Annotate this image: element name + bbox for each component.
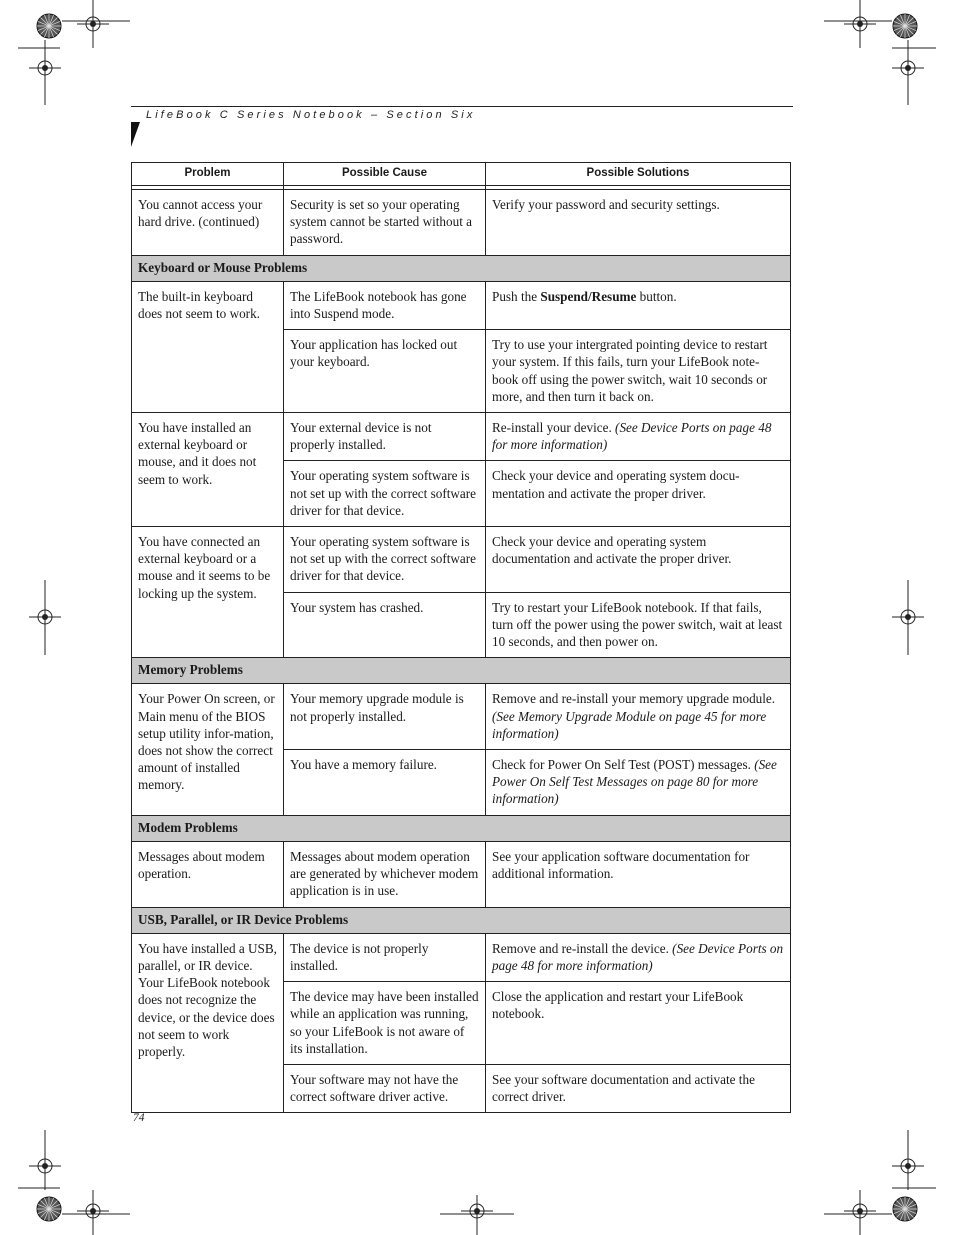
solution-cell	[486, 933, 791, 981]
crosshair-mark-top-right-b	[892, 52, 924, 84]
cause-cell: The LifeBook notebook has gone into Suspend mode.	[284, 281, 486, 329]
crosshair-mark-bottom-right-b	[844, 1195, 876, 1227]
solution-text: Remove and re-install the device.	[492, 940, 673, 956]
solution-text: Check for Power On Self Test (POST) messages.	[492, 757, 755, 773]
table-row	[132, 281, 791, 329]
troubleshooting-table	[131, 162, 791, 1113]
cause-cell: The device is not properly installed.	[284, 933, 486, 981]
section-row-memory	[132, 658, 791, 684]
section-row-keyboard	[132, 255, 791, 281]
starburst-mark-bottom-right	[893, 1197, 917, 1221]
problem-cell: You have connected an external keyboard or a mouse and it seems to be locking up the system.	[132, 527, 284, 658]
section-title-modem: Modem Problems	[132, 815, 791, 841]
solution-text: button.	[636, 288, 677, 304]
running-header-title: LifeBook C Series Notebook – Section Six	[146, 109, 476, 121]
starburst-mark-top-left	[37, 14, 61, 38]
crosshair-mark-top-left-b	[29, 52, 61, 84]
page-reference: (See Power On Self Test Messages on page 80 for more information)	[492, 757, 777, 807]
solution-cell: See your application software documentation for additional information.	[486, 841, 791, 907]
solution-cell	[486, 413, 791, 461]
solution-cell	[486, 684, 791, 750]
header-wedge-marker	[131, 106, 141, 147]
cause-cell: Messages about modem operation are generated by whichever modem application is in use.	[284, 841, 486, 907]
solution-cell: Try to restart your LifeBook notebook. If that fails, turn off the power using the power switch, wait at least 10 seconds, and then power on.	[486, 592, 791, 658]
problem-cell: Messages about modem operation.	[132, 841, 284, 907]
crosshair-mark-top-left-a	[77, 8, 109, 40]
header-rule	[131, 106, 793, 107]
page-reference: (See Device Ports on page 48 for more information)	[492, 940, 784, 973]
solution-text: Remove and re-install your memory upgrade module.	[492, 691, 776, 707]
table-row	[132, 527, 791, 593]
cause-cell: Your operating system software is not set up with the correct software driver for that device.	[284, 461, 486, 527]
section-row-usb	[132, 907, 791, 933]
cause-cell: Your software may not have the correct software driver active.	[284, 1064, 486, 1112]
table-row	[132, 841, 791, 907]
problem-cell: Your Power On screen, or Main menu of the BIOS setup utility infor-mation, does not show the correct amount of installed memory.	[132, 684, 284, 815]
solution-cell: Try to use your intergrated pointing device to restart your system. If this fails, turn your LifeBook note-book off using the power switch, wait 10 seconds or more, and then turn it back on.	[486, 330, 791, 413]
crosshair-mark-mid-right	[892, 601, 924, 633]
cause-cell: Your memory upgrade module is not properly installed.	[284, 684, 486, 750]
table-row	[132, 413, 791, 461]
suspend-resume-button-label: Suspend/Resume	[540, 288, 637, 304]
cause-cell: The device may have been installed while an application was running, so your LifeBook is not aware of its installation.	[284, 982, 486, 1065]
page-reference: (See Memory Upgrade Module on page 45 for more information)	[492, 708, 767, 741]
section-row-modem	[132, 815, 791, 841]
cause-cell: Your external device is not properly installed.	[284, 413, 486, 461]
problem-cell: You cannot access your hard drive. (continued)	[132, 190, 284, 256]
solution-cell	[486, 750, 791, 816]
solution-cell	[486, 281, 791, 329]
column-header-problem: Problem	[132, 163, 284, 186]
starburst-mark-bottom-left	[37, 1197, 61, 1221]
cause-cell: Your operating system software is not set up with the correct software driver for that device.	[284, 527, 486, 593]
solution-cell: Verify your password and security settings.	[486, 190, 791, 256]
crosshair-mark-bottom-right-a	[892, 1150, 924, 1182]
solution-cell: Close the application and restart your LifeBook notebook.	[486, 982, 791, 1065]
column-header-cause: Possible Cause	[284, 163, 486, 186]
starburst-mark-top-right	[893, 14, 917, 38]
cause-cell: Security is set so your operating system cannot be started without a password.	[284, 190, 486, 256]
cause-cell: You have a memory failure.	[284, 750, 486, 816]
table-row	[132, 684, 791, 750]
crosshair-mark-top-right-a	[844, 8, 876, 40]
problem-cell: The built-in keyboard does not seem to work.	[132, 281, 284, 412]
table-row	[132, 933, 791, 981]
solution-text: Re-install your device.	[492, 420, 616, 436]
crosshair-mark-bottom-left-a	[29, 1150, 61, 1182]
solution-cell: Check your device and operating system documentation and activate the proper driver.	[486, 527, 791, 593]
problem-cell: You have installed an external keyboard or mouse, and it does not seem to work.	[132, 413, 284, 527]
solution-cell: Check your device and operating system docu-mentation and activate the proper driver.	[486, 461, 791, 527]
solution-cell: See your software documentation and activate the correct driver.	[486, 1064, 791, 1112]
table-row	[132, 190, 791, 256]
problem-cell: You have installed a USB, parallel, or IR device. Your LifeBook notebook does not recognize the device, or the device does not seem to work properly.	[132, 933, 284, 1113]
crosshair-mark-bottom-center	[461, 1195, 493, 1227]
cause-cell: Your application has locked out your keyboard.	[284, 330, 486, 413]
crosshair-mark-bottom-left-b	[77, 1195, 109, 1227]
page-reference: (See Device Ports on page 48 for more information)	[492, 420, 772, 453]
crosshair-mark-mid-left	[29, 601, 61, 633]
cause-cell: Your system has crashed.	[284, 592, 486, 658]
section-title-keyboard: Keyboard or Mouse Problems	[132, 255, 791, 281]
solution-text: Push the	[492, 288, 541, 304]
page-number: 74	[133, 1112, 145, 1124]
section-title-memory: Memory Problems	[132, 658, 791, 684]
table-header-row	[132, 163, 791, 186]
column-header-solutions: Possible Solutions	[486, 163, 791, 186]
section-title-usb: USB, Parallel, or IR Device Problems	[132, 907, 791, 933]
